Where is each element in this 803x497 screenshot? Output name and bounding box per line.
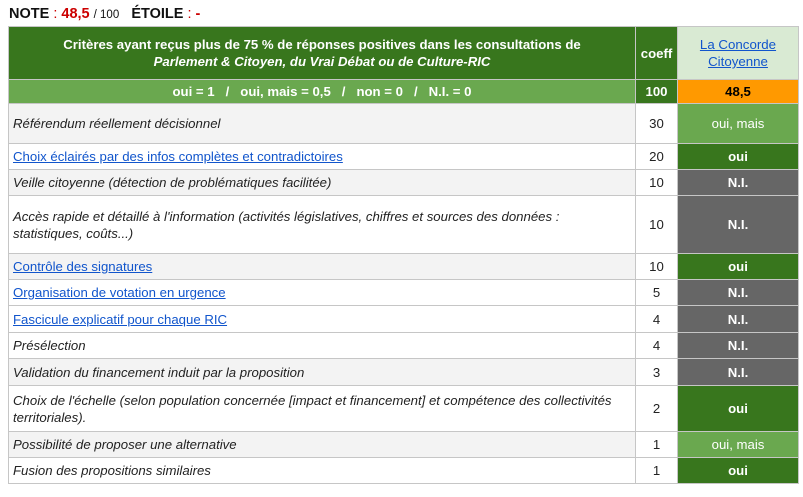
criteria-heading-line1: Critères ayant reçus plus de 75 % de réponses positives dans les consultations de	[63, 37, 581, 52]
value-cell: oui	[678, 254, 799, 280]
party-link[interactable]	[700, 37, 776, 69]
value-cell: oui	[678, 144, 799, 170]
criterion-cell: Fusion des propositions similaires	[9, 458, 636, 484]
criterion-cell: Veille citoyenne (détection de problématiques facilitée)	[9, 170, 636, 196]
value-cell: N.I.	[678, 306, 799, 333]
star-label: ÉTOILE	[131, 6, 184, 22]
criterion-link[interactable]: Contrôle des signatures	[13, 259, 153, 274]
criterion-cell: Présélection	[9, 333, 636, 359]
coeff-heading: coeff	[636, 27, 678, 80]
table-row	[9, 280, 799, 306]
criteria-heading	[9, 27, 636, 80]
value-cell: oui	[678, 458, 799, 484]
note-scale: / 100	[93, 9, 120, 21]
criterion-cell: Accès rapide et détaillé à l'information (activités législatives, chiffres et sources des données : statistiques, coûts...)	[9, 196, 636, 254]
value-cell: oui, mais	[678, 432, 799, 458]
note-line	[9, 5, 200, 23]
coeff-cell: 10	[636, 170, 678, 196]
coeff-cell: 3	[636, 359, 678, 386]
criterion-cell: Possibilité de proposer une alternative	[9, 432, 636, 458]
criterion-link[interactable]: Organisation de votation en urgence	[13, 285, 226, 300]
table-row	[9, 386, 799, 432]
coeff-cell: 4	[636, 306, 678, 333]
criterion-cell	[9, 254, 636, 280]
table-row	[9, 359, 799, 386]
table-row	[9, 144, 799, 170]
value-cell: N.I.	[678, 333, 799, 359]
table-header-row	[9, 27, 799, 80]
value-cell: N.I.	[678, 196, 799, 254]
criterion-cell: Référendum réellement décisionnel	[9, 104, 636, 144]
table-row	[9, 196, 799, 254]
coeff-cell: 1	[636, 458, 678, 484]
table-row	[9, 333, 799, 359]
table-row	[9, 254, 799, 280]
note-separator: :	[53, 6, 58, 22]
party-name-line2: Citoyenne	[708, 54, 768, 69]
table-row	[9, 306, 799, 333]
criterion-cell: Validation du financement induit par la proposition	[9, 359, 636, 386]
criterion-cell: Choix de l'échelle (selon population concernée [impact et financement] et compétence des collectivités territoriales).	[9, 386, 636, 432]
coeff-cell: 5	[636, 280, 678, 306]
criterion-cell	[9, 144, 636, 170]
table-row	[9, 458, 799, 484]
party-heading	[678, 27, 799, 80]
table-row	[9, 432, 799, 458]
total-score: 48,5	[678, 80, 799, 104]
coeff-cell: 2	[636, 386, 678, 432]
criterion-link[interactable]: Choix éclairés par des infos complètes et contradictoires	[13, 149, 343, 164]
table-row	[9, 104, 799, 144]
value-cell: N.I.	[678, 359, 799, 386]
value-cell: N.I.	[678, 280, 799, 306]
coeff-cell: 1	[636, 432, 678, 458]
criterion-cell	[9, 306, 636, 333]
coeff-cell: 30	[636, 104, 678, 144]
coeff-cell: 10	[636, 196, 678, 254]
coeff-cell: 20	[636, 144, 678, 170]
criteria-heading-line2: Parlement & Citoyen, du Vrai Débat ou de Culture-RIC	[153, 54, 491, 69]
value-cell: N.I.	[678, 170, 799, 196]
total-coeff: 100	[636, 80, 678, 104]
value-cell: oui	[678, 386, 799, 432]
criterion-link[interactable]: Fascicule explicatif pour chaque RIC	[13, 311, 228, 327]
criteria-table	[8, 26, 799, 484]
criterion-cell	[9, 280, 636, 306]
coeff-cell: 4	[636, 333, 678, 359]
note-value: 48,5	[61, 6, 90, 22]
coeff-cell: 10	[636, 254, 678, 280]
star-separator: :	[187, 6, 192, 22]
party-name-line1: La Concorde	[699, 37, 777, 52]
scoring-legend: oui = 1 / oui, mais = 0,5 / non = 0 / N.I. = 0	[9, 80, 636, 104]
table-row	[9, 170, 799, 196]
legend-row	[9, 80, 799, 104]
note-label: NOTE	[9, 6, 50, 22]
star-value: -	[195, 6, 201, 22]
value-cell: oui, mais	[678, 104, 799, 144]
